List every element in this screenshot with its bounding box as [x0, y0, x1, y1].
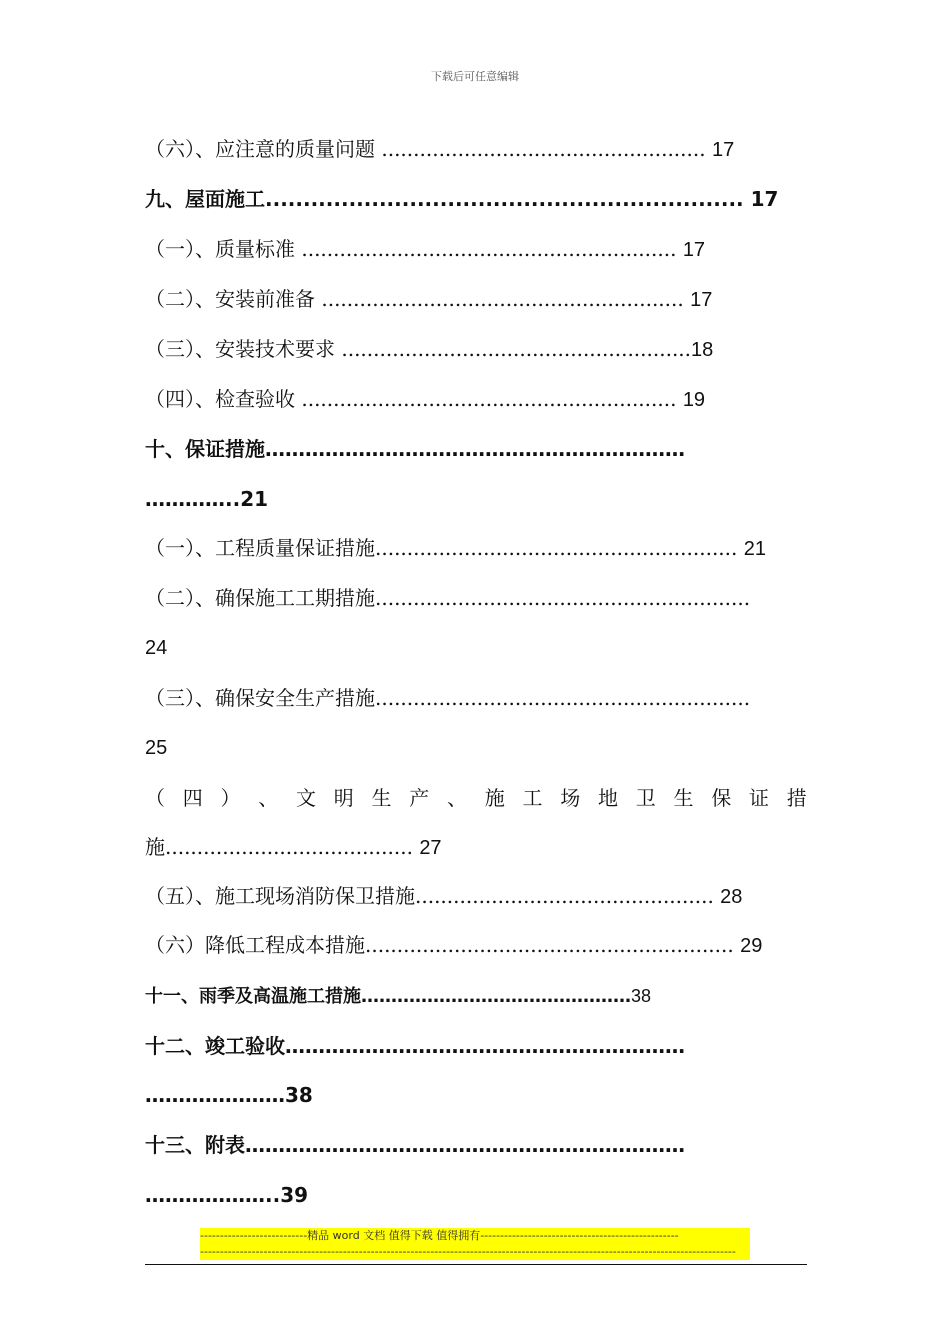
toc-entry-page-wrapped: 25: [145, 737, 168, 759]
toc-heading-title: 十、保证措施………………………………………………………: [145, 437, 685, 461]
toc-entry[interactable]: [145, 237, 705, 262]
toc-heading-continued[interactable]: [145, 1083, 313, 1107]
toc-heading-title: 十三、附表…………………………………………………………: [145, 1133, 685, 1157]
toc-heading-continued[interactable]: [145, 487, 268, 511]
toc-heading[interactable]: [145, 187, 778, 211]
toc-entry-char: 生: [371, 786, 392, 810]
toc-entry[interactable]: [145, 884, 742, 909]
toc-entry-char: 生: [673, 786, 694, 810]
toc-entry-title: （一）、工程质量保证措施.........................................................: [145, 536, 738, 560]
toc-entry[interactable]: [145, 586, 750, 610]
toc-heading-leader: …………………: [145, 1083, 285, 1107]
toc-entry[interactable]: [145, 387, 705, 412]
footer-banner-line: ---------------------------精品 word 文档 值得下载 值得拥有--------------------------------------------------: [200, 1229, 679, 1242]
toc-entry[interactable]: [145, 686, 750, 710]
toc-entry[interactable]: [145, 287, 712, 312]
footer-banner: [200, 1228, 750, 1260]
toc-entry-char: 产: [409, 786, 430, 810]
toc-heading-page: 39: [280, 1183, 309, 1207]
toc-entry-page: 21: [743, 538, 766, 560]
toc-entry-page: 17: [711, 139, 735, 161]
page-header: 下载后可任意编辑: [431, 70, 519, 83]
footer-divider: [145, 1264, 807, 1265]
toc-entry-page: 17: [690, 289, 713, 311]
toc-heading[interactable]: [145, 437, 685, 461]
toc-heading-page: 38: [285, 1083, 313, 1107]
toc-heading-title: 九、屋面施工...............................................................: [145, 187, 744, 211]
toc-heading[interactable]: [145, 1034, 685, 1058]
toc-entry-char: 明: [333, 786, 354, 810]
toc-heading-title: 十一、雨季及高温施工措施………………………………………: [145, 986, 631, 1007]
toc-entry-char: 措: [786, 786, 807, 810]
toc-entry-title: （六）、应注意的质量问题 ...................................................: [145, 137, 706, 161]
toc-heading-continued[interactable]: [145, 1183, 308, 1207]
toc-entry-char: ）: [220, 786, 241, 810]
toc-entry-char: 文: [296, 786, 316, 810]
toc-entry-char: 证: [749, 786, 769, 810]
toc-entry-char: 保: [711, 786, 732, 810]
toc-entry[interactable]: [145, 337, 713, 362]
toc-heading-page: 38: [631, 986, 652, 1006]
toc-entry-char: 卫: [635, 786, 656, 810]
toc-heading-leader: …………..: [145, 487, 241, 511]
toc-entry-page: 28: [720, 886, 743, 908]
toc-heading[interactable]: [145, 984, 651, 1009]
toc-entry-page: 29: [740, 935, 763, 957]
toc-entry-char: 施: [484, 786, 505, 810]
toc-entry-page-wrapped: 24: [145, 637, 168, 659]
toc-entry[interactable]: [145, 933, 762, 958]
toc-entry[interactable]: [145, 137, 734, 162]
toc-heading[interactable]: [145, 1133, 685, 1157]
toc-entry-char: 、: [447, 786, 467, 810]
toc-heading-title: 十二、竣工验收……………………………………………………: [145, 1034, 685, 1058]
toc-entry-page: 17: [682, 239, 706, 261]
toc-entry[interactable]: [145, 536, 766, 561]
toc-entry-continued[interactable]: [145, 835, 442, 860]
toc-entry-title: （五）、施工现场消防保卫措施...............................................: [145, 884, 714, 908]
toc-heading-page: 21: [240, 487, 269, 511]
toc-entry-justified[interactable]: [145, 786, 807, 810]
toc-entry-title: （二）、安装前准备 .........................................................: [145, 287, 684, 311]
toc-entry-char: 地: [598, 786, 618, 810]
toc-entry-title: （三）、安装技术要求 .......................................................: [145, 337, 692, 361]
toc-entry-page: 18: [691, 339, 714, 361]
toc-entry-char: 场: [560, 786, 581, 810]
toc-entry-title: 施.......................................: [145, 835, 413, 859]
toc-entry-title: （二）、确保施工工期措施...........................................................: [145, 586, 751, 610]
toc-entry-title: （六）降低工程成本措施..........................................................: [145, 933, 734, 957]
toc-entry-char: 、: [258, 786, 279, 810]
footer-banner-line: ---------------------------------------------------------------------------------------------------------------------------------------: [200, 1245, 736, 1258]
toc-entry-title: （四）、检查验收 ...........................................................: [145, 387, 677, 411]
toc-entry-title: （三）、确保安全生产措施...........................................................: [145, 686, 751, 710]
toc-entry-char: 四: [182, 786, 203, 810]
toc-heading-leader: ………………..: [145, 1183, 281, 1207]
toc-entry-title: （一）、质量标准 ...........................................................: [145, 237, 677, 261]
toc-entry-page: 19: [682, 389, 706, 411]
toc-entry-page: 27: [419, 837, 442, 859]
toc-entry-char: （: [145, 786, 165, 810]
toc-heading-page: 17: [750, 187, 779, 211]
toc-entry-char: 工: [522, 786, 543, 810]
